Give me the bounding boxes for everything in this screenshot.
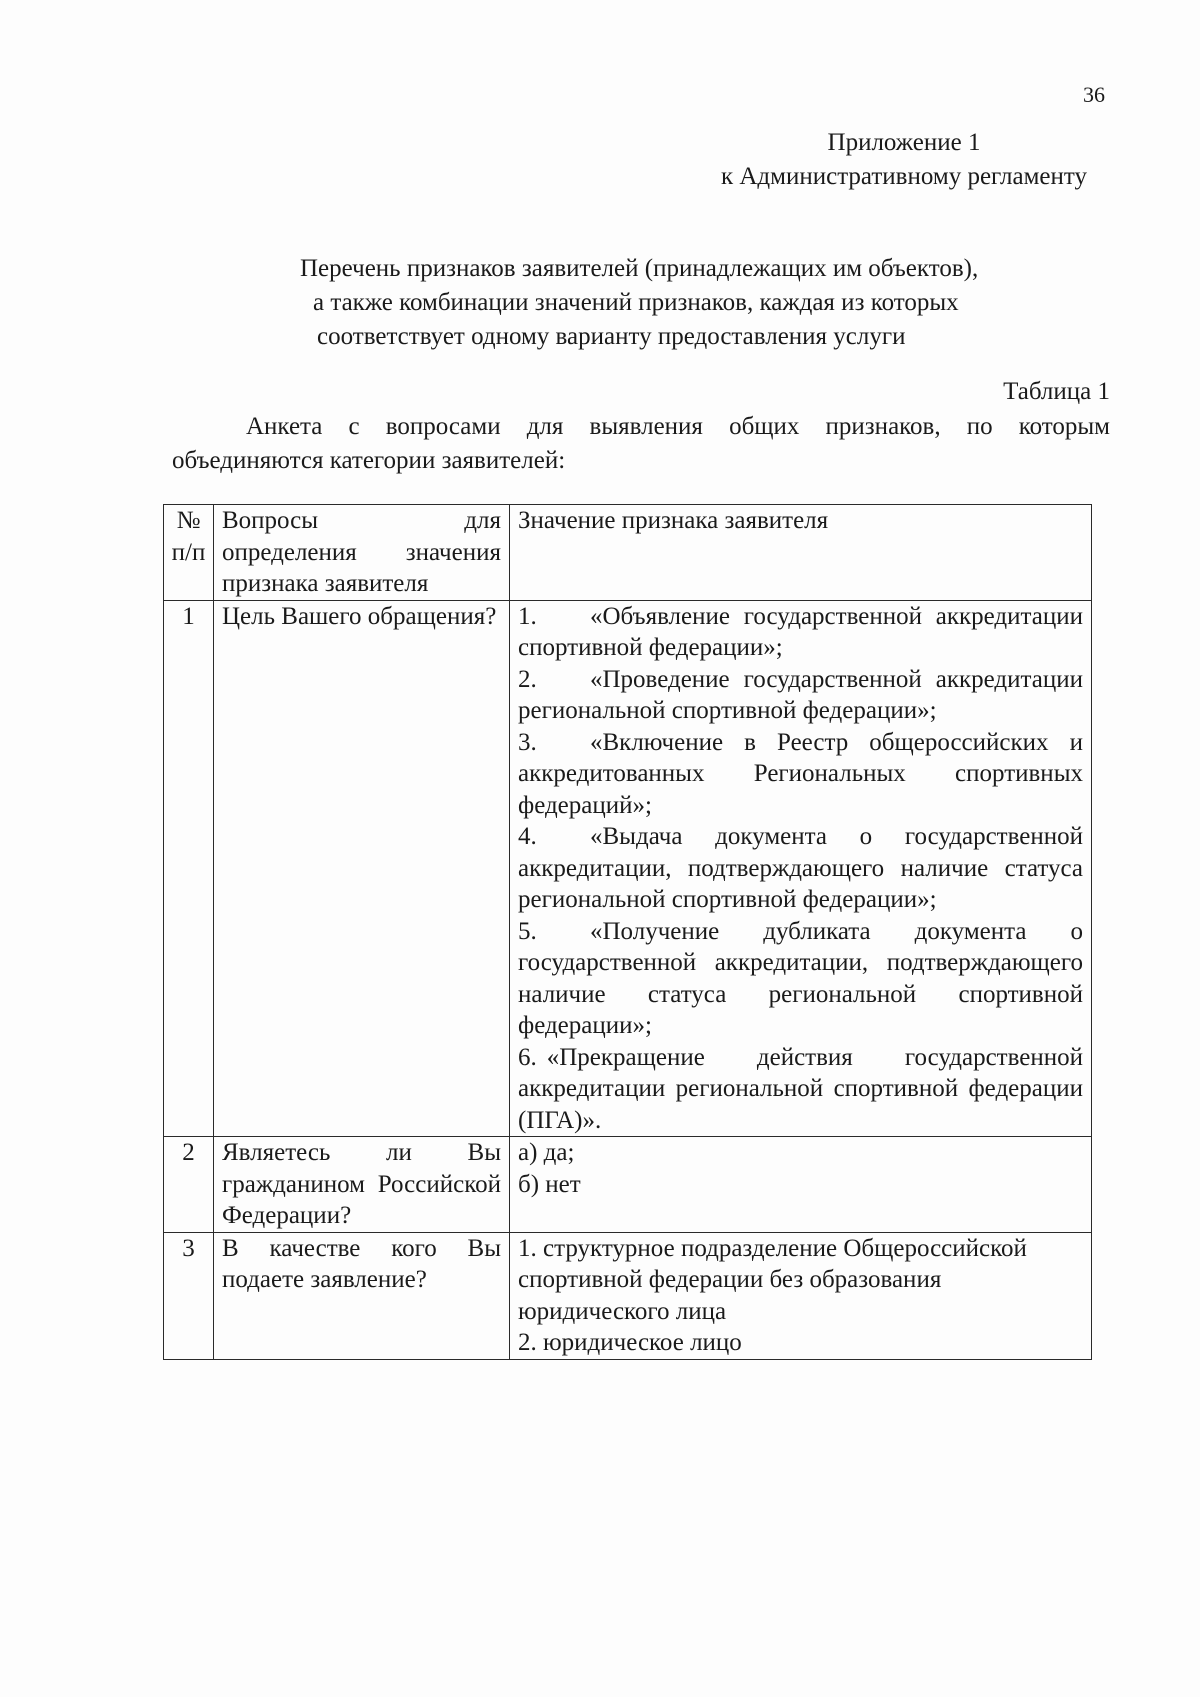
option-text: «Проведение государственной аккредитации региональной спортивной федерации»;	[518, 665, 1083, 724]
title-line-2: а также комбинации значений признаков, каждая из которых	[313, 289, 959, 316]
table-row	[164, 1137, 1092, 1233]
table-row	[164, 1232, 1092, 1359]
header-question: Вопросы для определения значения признака заявителя	[214, 505, 510, 601]
option-item: б) нет	[518, 1170, 581, 1198]
intro-line-2: объединяются категории заявителей:	[172, 447, 566, 474]
header-num: № п/п	[164, 505, 214, 601]
document-title	[300, 252, 1060, 354]
option-item	[518, 601, 1083, 664]
row-3-num: 3	[164, 1232, 214, 1359]
option-item: 2. юридическое лицо	[518, 1329, 742, 1356]
title-line-3: соответствует одному варианту предоставления услуги	[317, 323, 906, 350]
row-1-question: Цель Вашего обращения?	[214, 600, 510, 1137]
option-item	[518, 1042, 1083, 1137]
appendix-heading	[721, 126, 1087, 194]
option-number: 4.	[518, 823, 537, 850]
option-number: 6.	[518, 1043, 537, 1071]
row-2-question: Являетесь ли Вы гражданином Российской Федерации?	[214, 1137, 510, 1233]
option-item: 1. структурное подразделение Общероссийской спортивной федерации без образования юридического лица	[518, 1234, 1027, 1325]
option-item	[518, 664, 1083, 727]
option-number: 5.	[518, 917, 537, 945]
row-3-values	[510, 1232, 1092, 1359]
appendix-line-2: к Административному регламенту	[720, 163, 1087, 190]
table-header-row	[164, 505, 1092, 601]
row-1-num: 1	[164, 600, 214, 1137]
option-text: «Выдача документа о государственной аккредитации, подтверждающего наличие статуса региональной спортивной федерации»;	[518, 823, 1083, 913]
table-row	[164, 600, 1092, 1137]
header-value: Значение признака заявителя	[510, 505, 1092, 601]
row-2-num: 2	[164, 1137, 214, 1233]
option-item: а) да;	[518, 1139, 575, 1166]
option-item	[518, 821, 1083, 916]
page-number: 36	[1083, 82, 1105, 107]
intro-paragraph	[172, 410, 1110, 478]
option-text: «Объявление государственной аккредитации спортивной федерации»;	[518, 602, 1083, 661]
option-item	[518, 916, 1083, 1042]
option-number: 2.	[518, 665, 537, 693]
criteria-table	[163, 504, 1092, 1360]
option-number: 3.	[518, 728, 537, 756]
option-text: «Прекращение действия государственной аккредитации региональной спортивной федерации (ПГА)».	[518, 1043, 1083, 1134]
option-text: «Включение в Реестр общероссийских и аккредитованных Региональных спортивных федераций»;	[518, 728, 1083, 819]
table-label: Таблица 1	[1003, 378, 1110, 405]
row-3-question: В качестве кого Вы подаете заявление?	[214, 1232, 510, 1359]
row-2-values	[510, 1137, 1092, 1233]
option-number: 1.	[518, 602, 537, 630]
option-item	[518, 727, 1083, 822]
appendix-line-1: Приложение 1	[827, 129, 981, 156]
row-1-values	[510, 600, 1092, 1137]
option-text: «Получение дубликата документа о государственной аккредитации, подтверждающего наличие статуса региональной спортивной федерации»;	[518, 917, 1083, 1039]
title-line-1: Перечень признаков заявителей (принадлежащих им объектов),	[300, 255, 979, 282]
intro-line-1: Анкета с вопросами для выявления общих признаков, по которым	[246, 413, 1110, 440]
